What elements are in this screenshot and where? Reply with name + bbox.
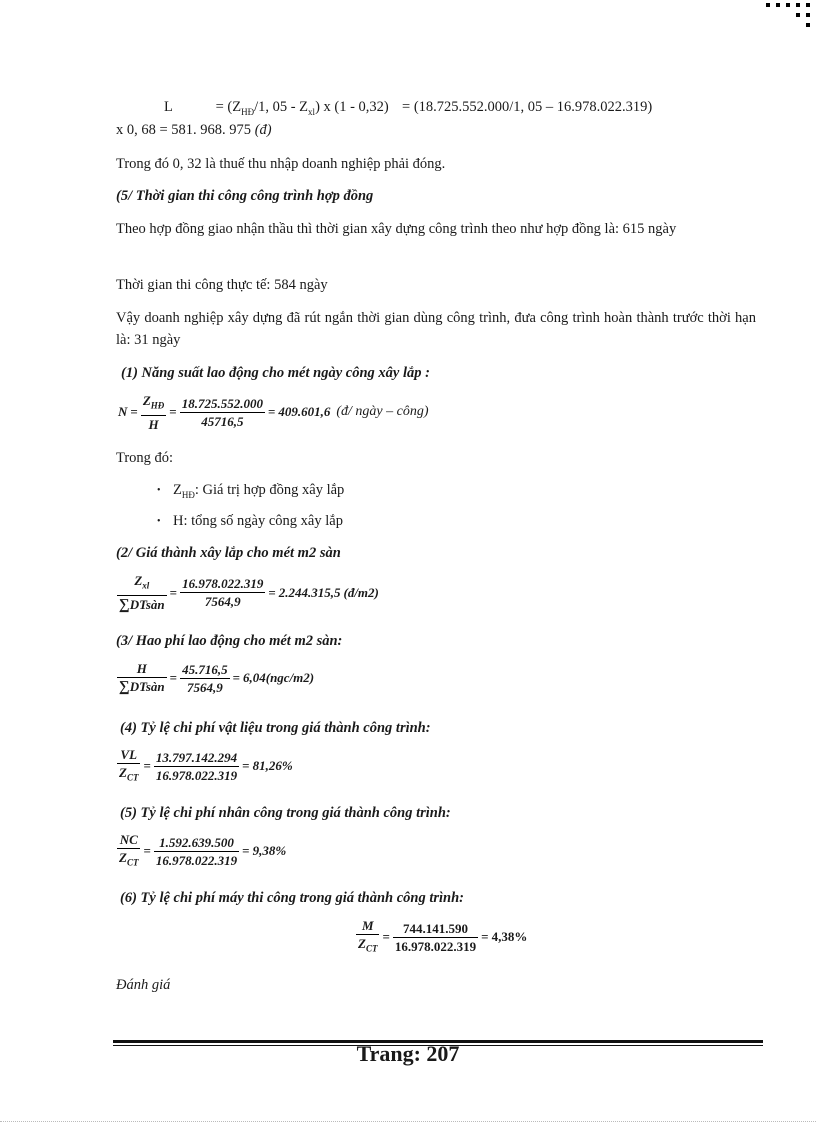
eq5-den: Z	[119, 850, 127, 865]
eq2-num-sub: xl	[142, 580, 150, 591]
heading-labor-cost-ratio: (5) Tỷ lệ chi phí nhân công trong giá thành công trình:	[120, 805, 451, 821]
equation-productivity	[118, 392, 429, 433]
eq5-fraction1	[117, 831, 140, 872]
eq6-den: Z	[358, 936, 366, 951]
eq4-f2-den: 16.978.022.319	[155, 767, 238, 783]
eq1-fraction1	[141, 392, 166, 433]
bottom-dotted-line	[0, 1121, 816, 1122]
bullet-1-main: Z	[173, 482, 182, 498]
profit-formula-line2	[116, 119, 272, 141]
corner-marks	[736, 0, 816, 40]
bullet-2-main: H: tổng số ngày công xây lắp	[173, 513, 343, 529]
eq6-fraction1	[356, 917, 379, 958]
eq1-f1-num-sub: HĐ	[150, 400, 165, 411]
eq1-f2-num: 18.725.552.000	[181, 395, 263, 411]
profit-unit: (đ)	[254, 122, 272, 138]
eq5-fraction2	[154, 834, 239, 869]
profit-expr-sub1: HĐ	[241, 106, 255, 117]
profit-expr-sub2: xl	[308, 106, 316, 117]
equation-machine-cost-ratio	[356, 917, 527, 958]
eq6-equals: =	[382, 929, 390, 945]
heading-construction-time: (5/ Thời gian thi công công trình hợp đồng	[116, 188, 374, 204]
eq4-equals-2: =	[242, 758, 250, 774]
equation-labor-cost-ratio	[117, 831, 286, 872]
eq5-f2-den: 16.978.022.319	[155, 852, 238, 868]
page-number: Trang: 207	[356, 1041, 460, 1066]
eq1-lhs: N	[118, 404, 128, 420]
bullet-dot-1: •	[157, 484, 161, 496]
eq1-equals: =	[130, 404, 138, 420]
eq3-den: DTsàn	[129, 679, 165, 694]
eq3-equals: =	[169, 670, 178, 685]
profit-lhs: L	[164, 99, 173, 115]
eq3-unit: (ngc/m2)	[265, 670, 315, 685]
eq3-num: H	[117, 660, 167, 678]
eq3-fraction2	[180, 661, 230, 696]
bullet-workdays	[157, 510, 343, 533]
eq5-result: 9,38%	[252, 843, 287, 859]
eq1-unit: (đ/ ngày – công)	[336, 404, 429, 420]
profit-expr-b: /1, 05 - Z	[254, 99, 309, 115]
heading-machine-cost-ratio: (6) Tỷ lệ chi phí máy thi công trong giá thành công trình:	[120, 890, 465, 906]
heading-material-ratio: (4) Tỷ lệ chi phí vật liệu trong giá thành công trình:	[120, 720, 431, 736]
eq2-fraction2	[180, 575, 265, 610]
heading-labor-productivity: (1) Năng suất lao động cho mét ngày công xây lắp :	[121, 365, 430, 381]
eq2-equals-2: =	[268, 584, 276, 600]
sigma-symbol: ∑	[119, 596, 130, 613]
bullet-1-sub: HĐ	[181, 489, 195, 500]
eq1-f2-den: 45716,5	[201, 413, 244, 429]
eq2-fraction1	[117, 572, 167, 614]
eq5-num: NC	[117, 831, 140, 849]
eq5-equals-2: =	[242, 843, 250, 859]
eq2-f2-num: 16.978.022.319	[182, 576, 264, 592]
heading-labor-per-m2: (3/ Hao phí lao động cho mét m2 sàn:	[116, 633, 343, 649]
eq6-equals-2: =	[481, 929, 489, 945]
eq1-fraction2	[180, 395, 265, 430]
eq6-den-sub: CT	[365, 943, 378, 954]
eq2-num: Z	[134, 573, 143, 588]
eq1-result: 409.601,6	[278, 404, 331, 420]
eq4-fraction2	[154, 749, 239, 784]
eq6-result: 4,38%	[491, 929, 528, 945]
eq5-equals: =	[143, 843, 151, 859]
eq4-equals: =	[143, 758, 151, 774]
equation-material-ratio	[117, 746, 293, 787]
conclusion: Vậy doanh nghiệp xây dựng đã rút ngắn thời gian dùng công trình, đưa công trình hoàn thành trước thời hạn là: 31 ngày	[116, 310, 756, 348]
eq3-equals-2: =	[232, 670, 240, 685]
tax-note: Trong đó 0, 32 là thuế thu nhập doanh nghiệp phải đóng.	[116, 156, 446, 172]
eq3-fraction1	[117, 660, 167, 696]
eq3-result: 6,04	[242, 670, 266, 685]
where-label: Trong đó:	[116, 450, 174, 466]
eq1-equals-3: =	[267, 404, 276, 420]
eq3-f2-num: 45.716,5	[182, 661, 228, 677]
eq4-f2-num: 13.797.142.294	[155, 749, 238, 765]
equation-labor-per-m2	[117, 660, 314, 696]
eq6-f2-num: 744.141.590	[393, 920, 478, 938]
heading-cost-per-m2: (2/ Giá thành xây lắp cho mét m2 sàn	[116, 545, 341, 561]
eq3-f2-den: 7564,9	[186, 679, 223, 695]
eq4-result: 81,26%	[252, 758, 293, 774]
eq1-equals-2: =	[169, 404, 177, 420]
eq2-den: DTsàn	[129, 596, 165, 612]
bullet-1-rest: : Giá trị hợp đồng xây lắp	[194, 482, 345, 498]
equation-cost-per-m2	[117, 572, 379, 614]
eq4-num: VL	[117, 746, 140, 764]
actual-time: Thời gian thi công thực tế: 584 ngày	[116, 277, 328, 293]
eq4-fraction1	[117, 746, 140, 787]
sigma-symbol-2: ∑	[119, 679, 130, 695]
eq2-equals: =	[169, 584, 178, 600]
bullet-dot-2: •	[157, 515, 161, 527]
eq6-num: M	[356, 917, 379, 935]
bullet-contract-value	[157, 479, 344, 506]
profit-expr-a: = (Z	[215, 99, 242, 115]
profit-result: x 0, 68 = 581. 968. 975	[116, 122, 255, 138]
eq2-unit: (đ/m2)	[343, 584, 379, 600]
eq6-f2-den: 16.978.022.319	[394, 938, 477, 954]
contract-time: Theo hợp đồng giao nhận thầu thì thời gian xây dựng công trình theo như hợp đồng là: 615 ngày	[116, 221, 677, 237]
profit-expr-2: = (18.725.552.000/1, 05 – 16.978.022.319)	[402, 99, 653, 115]
eq1-f1-den: H	[148, 416, 159, 432]
eq1-f1-num: Z	[142, 393, 151, 408]
eq2-f2-den: 7564,9	[204, 594, 241, 610]
profit-expr-c: ) x (1 - 0,32)	[315, 99, 389, 115]
eq5-den-sub: CT	[126, 857, 139, 868]
eq6-fraction2	[393, 920, 478, 955]
eq5-f2-num: 1.592.639.500	[154, 834, 239, 852]
assessment-label: Đánh giá	[116, 977, 171, 993]
eq4-den: Z	[119, 765, 127, 780]
eq2-result: 2.244.315,5	[278, 584, 341, 600]
eq4-den-sub: CT	[126, 772, 139, 783]
